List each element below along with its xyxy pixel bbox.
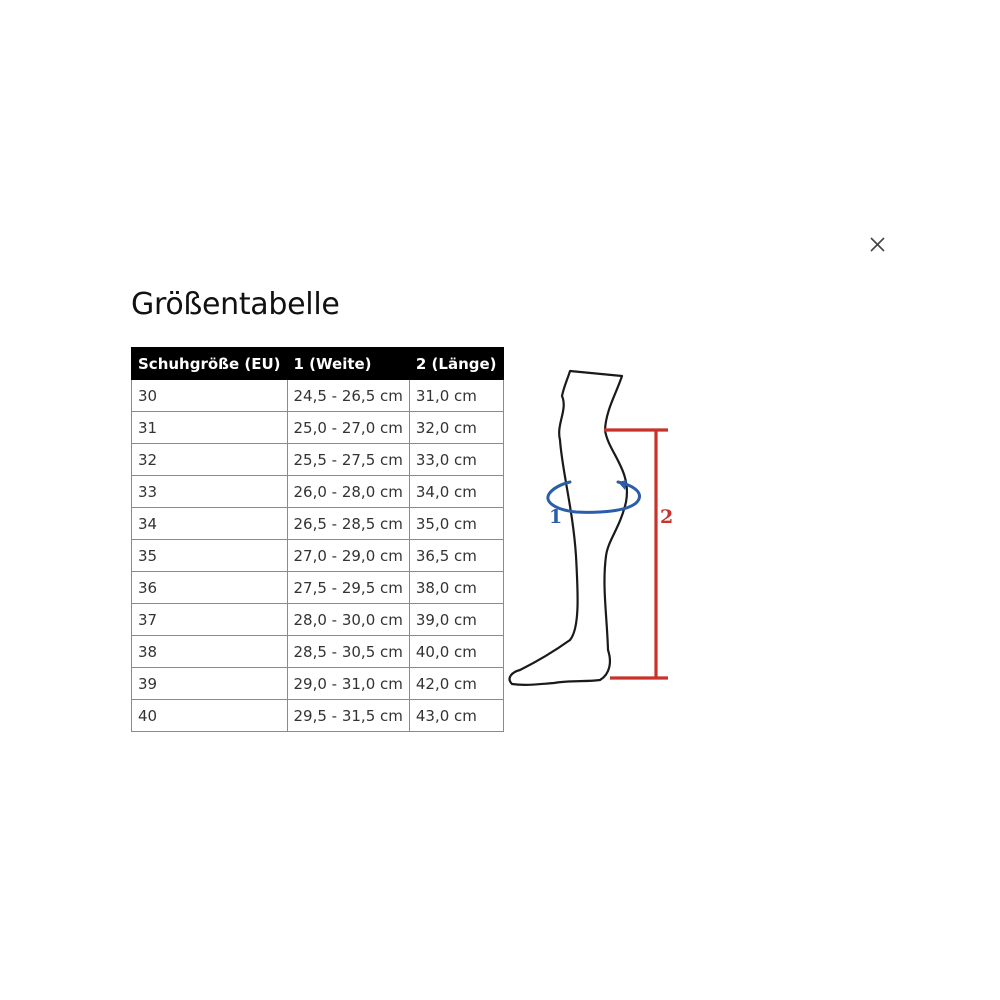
cell-length: 34,0 cm <box>409 476 503 508</box>
table-row <box>132 700 504 732</box>
cell-length: 43,0 cm <box>409 700 503 732</box>
cell-size: 32 <box>132 444 288 476</box>
table-row <box>132 572 504 604</box>
size-table <box>131 347 504 732</box>
cell-length: 31,0 cm <box>409 380 503 412</box>
cell-width: 28,5 - 30,5 cm <box>287 636 409 668</box>
leg-outline <box>510 371 627 685</box>
cell-size: 40 <box>132 700 288 732</box>
table-row <box>132 636 504 668</box>
table-row <box>132 604 504 636</box>
close-icon <box>866 233 890 257</box>
cell-width: 29,0 - 31,0 cm <box>287 668 409 700</box>
table-row <box>132 508 504 540</box>
cell-size: 30 <box>132 380 288 412</box>
cell-size: 35 <box>132 540 288 572</box>
cell-size: 36 <box>132 572 288 604</box>
cell-size: 31 <box>132 412 288 444</box>
cell-width: 25,5 - 27,5 cm <box>287 444 409 476</box>
leg-measurement-diagram <box>500 360 690 700</box>
cell-width: 27,5 - 29,5 cm <box>287 572 409 604</box>
close-button[interactable] <box>866 233 890 257</box>
table-row <box>132 412 504 444</box>
cell-width: 27,0 - 29,0 cm <box>287 540 409 572</box>
cell-length: 42,0 cm <box>409 668 503 700</box>
cell-length: 35,0 cm <box>409 508 503 540</box>
length-label: 2 <box>660 506 674 528</box>
cell-length: 32,0 cm <box>409 412 503 444</box>
cell-size: 33 <box>132 476 288 508</box>
cell-size: 34 <box>132 508 288 540</box>
cell-length: 36,5 cm <box>409 540 503 572</box>
cell-width: 28,0 - 30,0 cm <box>287 604 409 636</box>
width-label: 1 <box>549 506 563 528</box>
cell-width: 29,5 - 31,5 cm <box>287 700 409 732</box>
cell-width: 26,5 - 28,5 cm <box>287 508 409 540</box>
cell-size: 37 <box>132 604 288 636</box>
cell-length: 40,0 cm <box>409 636 503 668</box>
header-length: 2 (Länge) <box>409 348 503 380</box>
cell-length: 33,0 cm <box>409 444 503 476</box>
table-row <box>132 668 504 700</box>
header-width: 1 (Weite) <box>287 348 409 380</box>
table-header-row <box>132 348 504 380</box>
cell-size: 39 <box>132 668 288 700</box>
header-shoe-size: Schuhgröße (EU) <box>132 348 288 380</box>
cell-width: 26,0 - 28,0 cm <box>287 476 409 508</box>
table-row <box>132 444 504 476</box>
table-row <box>132 380 504 412</box>
table-row <box>132 476 504 508</box>
cell-length: 38,0 cm <box>409 572 503 604</box>
cell-size: 38 <box>132 636 288 668</box>
cell-width: 24,5 - 26,5 cm <box>287 380 409 412</box>
cell-length: 39,0 cm <box>409 604 503 636</box>
table-row <box>132 540 504 572</box>
page-title: Größentabelle <box>131 287 340 322</box>
cell-width: 25,0 - 27,0 cm <box>287 412 409 444</box>
